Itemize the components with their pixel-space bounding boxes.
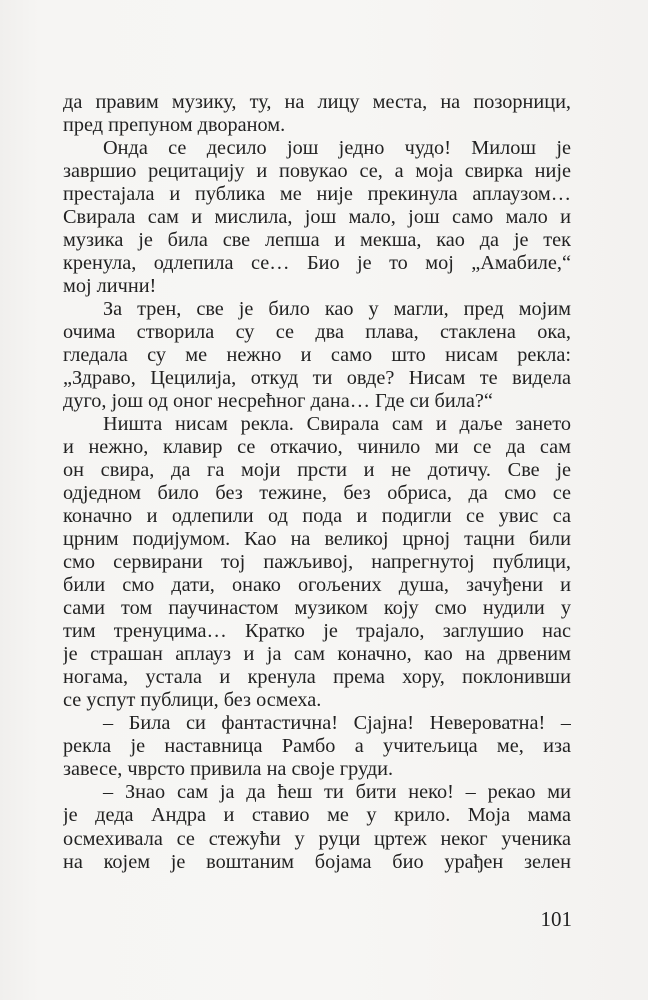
text-line: да правим музику, ту, на лицу места, на позорници, <box>63 91 571 113</box>
text-line: коначно и одлепили од пода и подигли се увис са <box>63 505 571 528</box>
text-line: – Знао сам ја да ћеш ти бити неко! – рекао ми <box>103 781 571 804</box>
body-text <box>63 91 571 874</box>
text-line: на којем је воштаним бојама био урађен зелен <box>63 850 571 873</box>
text-line: Свирала сам и мислила, још мало, још само мало и <box>63 206 571 229</box>
text-line: гледала су ме нежно и само што нисам рекла: <box>63 344 571 367</box>
text-line: За трен, све је било као у магли, пред мојим <box>103 298 571 321</box>
text-line: завесе, чврсто привила на своје груди. <box>63 758 394 781</box>
text-line: сами том паучинастом музиком коју смо нудили у <box>63 597 571 620</box>
text-line: – Била си фантастична! Сјајна! Невероватна! – <box>103 712 571 735</box>
text-line: осмехивала се стежући у руци цртеж неког ученика <box>63 827 571 850</box>
text-line: завршио рецитацију и повукао се, а моја свирка није <box>63 160 571 183</box>
text-line: Ништа нисам рекла. Свирала сам и даље зането <box>103 413 571 436</box>
text-line: смо сервирани тој пажљивој, напрегнутој публици, <box>63 551 571 574</box>
text-line: мој лични! <box>63 275 157 298</box>
text-line: је деда Андра и ставио ме у крило. Моја мама <box>63 804 571 827</box>
text-line: одједном било без тежине, без обриса, да смо се <box>63 482 571 505</box>
text-line: ногама, устала и кренула према хору, поклонивши <box>63 666 571 689</box>
text-line: кренула, одлепила се… Био је то мој „Амабиле,“ <box>63 252 571 275</box>
text-line: се успут публици, без осмеха. <box>63 689 322 712</box>
text-line: пред препуном дворaном. <box>63 114 286 137</box>
text-line: очима створила су се два плава, стаклена ока, <box>63 321 571 344</box>
text-line: били смо дати, онако огољених душа, зачуђени и <box>63 574 571 597</box>
text-line: и нежно, клавир се откачио, чинило ми се да сам <box>63 436 571 459</box>
text-line: је страшан аплауз и ја сам коначно, као на дрвеним <box>63 643 571 666</box>
text-line: рекла је наставница Рамбо а учитељица ме, иза <box>63 735 571 758</box>
text-line: Онда се десило још једно чудо! Милош је <box>103 137 571 160</box>
text-line: „Здраво, Цецилија, откуд ти овде? Нисам те видела <box>63 367 571 390</box>
text-line: музика је била све лепша и мекша, као да је тек <box>63 229 571 252</box>
text-line: дуго, још од оног несрећног дана… Где си била?“ <box>63 390 493 413</box>
page-number: 101 <box>540 907 572 931</box>
text-line: црним подијумом. Као на великој црној тацни били <box>63 528 571 551</box>
text-line: престајала и публика ме није прекинула аплаузом… <box>63 183 571 206</box>
text-line: он свира, да га моји прсти и не дотичу. Све је <box>63 459 571 482</box>
text-line: тим тренуцима… Кратко је трајало, заглушио нас <box>63 620 571 643</box>
